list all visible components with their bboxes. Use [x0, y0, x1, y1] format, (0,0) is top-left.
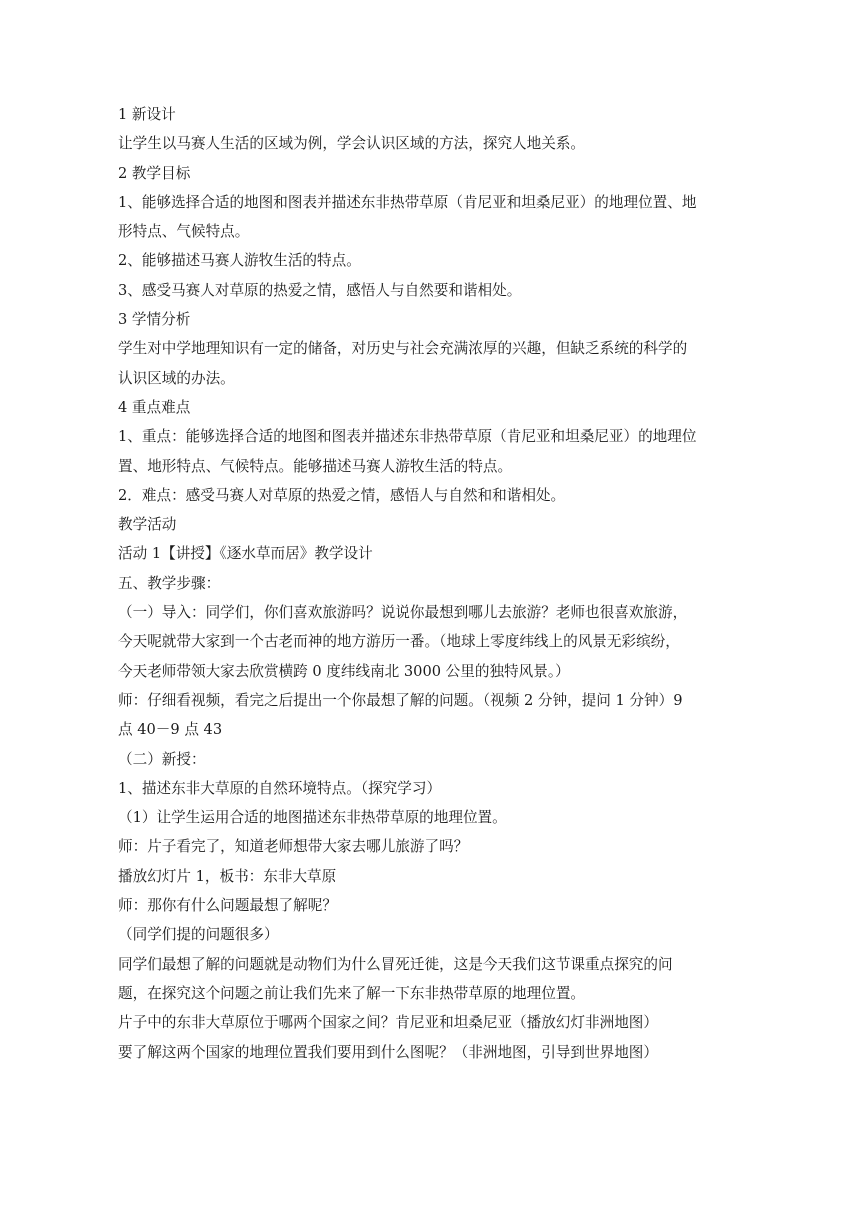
- section-heading-steps: 五、教学步骤：: [118, 574, 221, 592]
- paragraph-line: 3、感受马赛人对草原的热爱之情，感悟人与自然要和谐相处。: [118, 281, 522, 299]
- paragraph-line: 今天呢就带大家到一个古老而神的地方游历一番。（地球上零度纬线上的风景无彩缤纷，: [118, 633, 680, 651]
- paragraph-line: （同学们提的问题很多）: [118, 926, 279, 944]
- paragraph-line: 片子中的东非大草原位于哪两个国家之间？肯尼亚和坦桑尼亚（播放幻灯非洲地图）: [118, 1014, 658, 1032]
- paragraph-line: （1）让学生运用合适的地图描述东非热带草原的地理位置。: [118, 809, 507, 827]
- paragraph-line: 1、描述东非大草原的自然环境特点。（探究学习）: [118, 779, 442, 797]
- paragraph-line: 播放幻灯片 1，板书：东非大草原: [118, 867, 337, 885]
- paragraph-line: 师：那你有什么问题最想了解呢？: [118, 897, 337, 915]
- paragraph-line: （二）新授：: [118, 750, 206, 768]
- paragraph-line: 师：仔细看视频，看完之后提出一个你最想了解的问题。（视频 2 分钟，提问 1 分钟）9: [118, 691, 683, 709]
- section-heading-teaching-goals: 2 教学目标: [118, 164, 191, 182]
- document-page: [118, 103, 743, 1070]
- paragraph-line: 1、重点：能够选择合适的地图和图表并描述东非热带草原（肯尼亚和坦桑尼亚）的地理位: [118, 428, 697, 446]
- section-heading-new-design: 1 新设计: [118, 106, 176, 123]
- paragraph-line: 让学生以马赛人生活的区域为例，学会认识区域的方法，探究人地关系。: [118, 135, 586, 153]
- paragraph-line: 学生对中学地理知识有一定的储备，对历史与社会充满浓厚的兴趣，但缺乏系统的科学的: [118, 340, 688, 358]
- paragraph-line: 点 40－9 点 43: [118, 721, 223, 739]
- paragraph-line: 2、能够描述马赛人游牧生活的特点。: [118, 252, 361, 270]
- paragraph-line: 2．难点：感受马赛人对草原的热爱之情，感悟人与自然和和谐相处。: [118, 486, 566, 504]
- paragraph-line: 题，在探究这个问题之前让我们先来了解一下东非热带草原的地理位置。: [118, 984, 586, 1002]
- section-heading-key-points: 4 重点难点: [118, 398, 191, 416]
- paragraph-line: 1、能够选择合适的地图和图表并描述东非热带草原（肯尼亚和坦桑尼亚）的地理位置、地: [118, 193, 697, 211]
- paragraph-line: 活动 1【讲授】《逐水草而居》教学设计: [118, 545, 373, 563]
- section-heading-student-analysis: 3 学情分析: [118, 311, 191, 329]
- paragraph-line: 要了解这两个国家的地理位置我们要用到什么图呢？（非洲地图，引导到世界地图）: [118, 1043, 658, 1061]
- paragraph-line: （一）导入：同学们，你们喜欢旅游吗？说说你最想到哪儿去旅游？老师也很喜欢旅游，: [118, 604, 688, 622]
- section-heading-activities: 教学活动: [118, 516, 177, 534]
- paragraph-line: 形特点、气候特点。: [118, 223, 250, 241]
- paragraph-line: 师：片子看完了，知道老师想带大家去哪儿旅游了吗？: [118, 838, 469, 856]
- paragraph-line: 今天老师带领大家去欣赏横跨 0 度纬线南北 3000 公里的独特风景。）: [118, 662, 570, 680]
- paragraph-line: 同学们最想了解的问题就是动物们为什么冒死迁徙，这是今天我们这节课重点探究的问: [118, 955, 673, 973]
- paragraph-line: 置、地形特点、气候特点。能够描述马赛人游牧生活的特点。: [118, 457, 513, 475]
- paragraph-line: 认识区域的办法。: [118, 369, 235, 387]
